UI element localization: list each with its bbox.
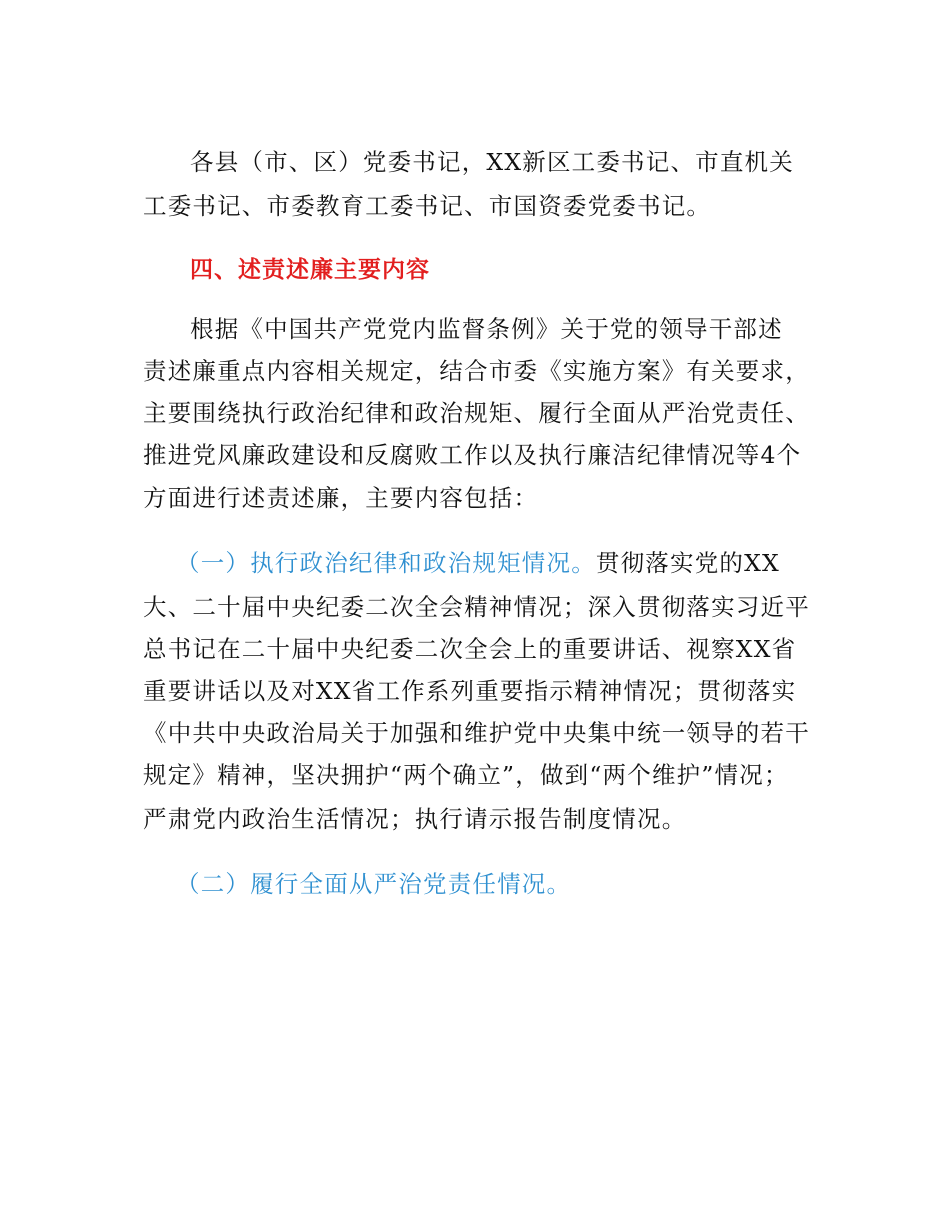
item2-title: （二）履行全面从严治党责任情况。 <box>176 870 572 898</box>
item1-line: 重要讲话以及对XX省工作系列重要指示精神情况；贯彻落实 <box>143 677 797 705</box>
item1-line: 规定》精神，坚决拥护“两个确立”，做到“两个维护”情况； <box>143 761 789 789</box>
item1-first-line-text: 贯彻落实党的XX <box>595 549 780 577</box>
item1-line: 严肃党内政治生活情况；执行请示报告制度情况。 <box>143 805 687 833</box>
item1-line: 大、二十届中央纪委二次全会精神情况；深入贯彻落实习近平 <box>143 593 810 621</box>
paragraph1-line: 工委书记、市委教育工委书记、市国资委党委书记。 <box>143 192 712 220</box>
paragraph2-line: 推进党风廉政建设和反腐败工作以及执行廉洁纪律情况等4个 <box>143 441 802 469</box>
item1-line: 总书记在二十届中央纪委二次全会上的重要讲话、视察XX省 <box>143 635 797 663</box>
paragraph2-line: 责述廉重点内容相关规定，结合市委《实施方案》有关要求， <box>143 357 810 385</box>
paragraph1-line: 各县（市、区）党委书记，XX新区工委书记、市直机关 <box>190 148 794 176</box>
section-heading: 四、述责述廉主要内容 <box>190 257 430 283</box>
item1-first-line <box>176 548 780 578</box>
paragraph2-line: 主要围绕执行政治纪律和政治规矩、履行全面从严治党责任、 <box>143 399 810 427</box>
item1-line: 《中共中央政治局关于加强和维护党中央集中统一领导的若干 <box>143 719 810 747</box>
item1-title: （一）执行政治纪律和政治规矩情况。 <box>176 549 596 577</box>
paragraph2-line: 方面进行述责述廉，主要内容包括： <box>143 484 539 512</box>
paragraph2-line: 根据《中国共产党党内监督条例》关于党的领导干部述 <box>190 315 783 343</box>
